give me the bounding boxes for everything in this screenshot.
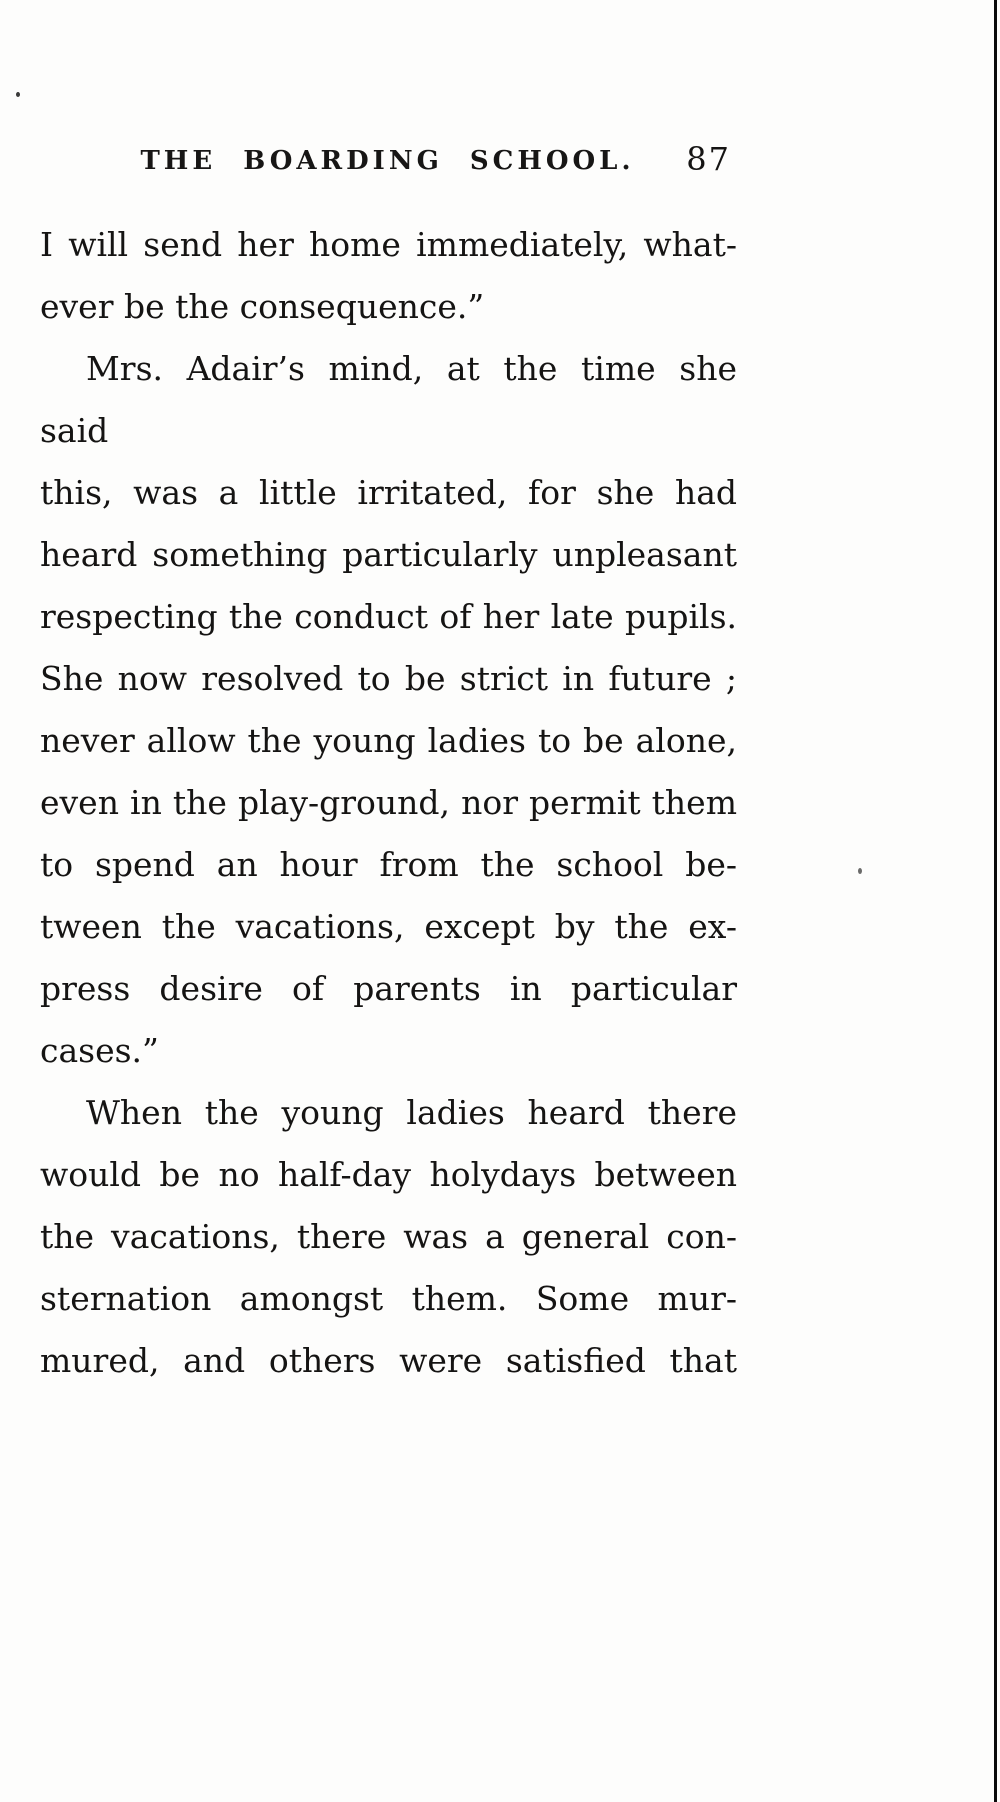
- page-number: 87: [686, 140, 731, 178]
- text-line: I will send her home immediately, what-: [40, 225, 737, 264]
- text-line: respecting the conduct of her late pupils.: [40, 597, 737, 636]
- page-header: [40, 140, 735, 186]
- page-body: [40, 214, 737, 1392]
- text-line: tween the vacations, except by the ex-: [40, 907, 737, 946]
- text-line: cases.”: [40, 1031, 159, 1070]
- scan-speck: [858, 868, 862, 874]
- scan-speck: [16, 92, 20, 97]
- text-line: the vacations, there was a general con-: [40, 1217, 737, 1256]
- text-line: press desire of parents in particular: [40, 969, 737, 1008]
- text-line: ever be the consequence.”: [40, 287, 485, 326]
- text-line: would be no half-day holydays between: [40, 1155, 737, 1194]
- text-line: to spend an hour from the school be-: [40, 845, 737, 884]
- text-line: this, was a little irritated, for she had: [40, 473, 737, 512]
- running-title: THE BOARDING SCHOOL.: [140, 146, 635, 176]
- text-line: Mrs. Adair’s mind, at the time she said: [40, 349, 737, 450]
- scan-edge-line: [994, 0, 997, 1802]
- text-line: mured, and others were satisfied that: [40, 1341, 737, 1380]
- text-line: She now resolved to be strict in future ;: [40, 659, 737, 698]
- text-line: sternation amongst them. Some mur-: [40, 1279, 737, 1318]
- text-line: When the young ladies heard there: [86, 1093, 737, 1132]
- text-line: never allow the young ladies to be alone,: [40, 721, 737, 760]
- text-line: even in the play-ground, nor permit them: [40, 783, 737, 822]
- text-line: heard something particularly unpleasant: [40, 535, 737, 574]
